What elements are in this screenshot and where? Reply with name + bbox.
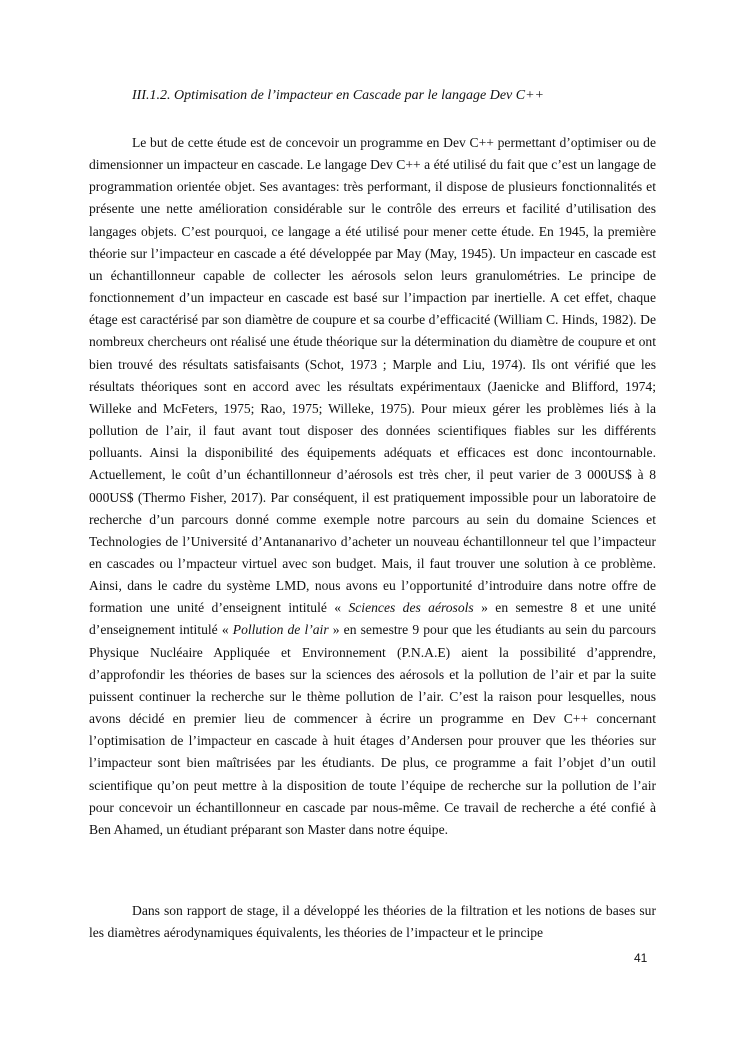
- paragraph-1-text-b: » en semestre 8 et une unité d’enseignement intitulé «: [89, 600, 656, 638]
- body-paragraph-1: [89, 132, 656, 841]
- paragraph-1-text-c: » en semestre 9 pour que les étudiants au sein du parcours Physique Nucléaire Appliquée et Environnement (P.N.A.E) aient la possibilité d’apprendre, d’approfondir les théories de bases sur la sciences des aérosols et la pollution de l’air et par la suite puissent continuer la recherche sur le thème pollution de l’air. C’est la raison pour lesquelles, nous avons décidé en premier lieu de commencer à écrire un programme en Dev C++ concernant l’optimisation de l’impacteur en cascade à huit étages d’Andersen pour prouver que les théories sur l’impacteur sont bien maîtrisées par les étudiants. De plus, ce programme a fait l’objet d’un outil scientifique qu’on peut mettre à la disposition de toute l’équipe de recherche sur la pollution de l’air pour concevoir un échantillonneur en cascade par nous-même. Ce travail de recherche a été confié à Ben Ahamed, un étudiant préparant son Master dans notre équipe.: [89, 622, 656, 837]
- course-title-sciences-aerosols: Sciences des aérosols: [348, 600, 474, 616]
- page-number: 41: [634, 951, 648, 965]
- course-title-pollution-air: Pollution de l’air: [232, 622, 329, 638]
- section-heading: III.1.2. Optimisation de l’impacteur en Cascade par le langage Dev C++: [132, 88, 544, 103]
- body-paragraph-2: Dans son rapport de stage, il a développé les théories de la filtration et les notions de bases sur les diamètres aérodynamiques équivalents, les théories de l’impacteur et le principe: [89, 903, 656, 941]
- paragraph-1-text-a: Le but de cette étude est de concevoir un programme en Dev C++ permettant d’optimiser ou de dimensionner un impacteur en cascade. Le langage Dev C++ a été utilisé du fait que c’est un langage de programmation orientée objet. Ses avantages: très performant, il dispose de plusieurs fonctionnalités et présente une nette amélioration considérable sur le contrôle des erreurs et facilité d’utilisation des langages objets. C’est pourquoi, ce langage a été utilisé pour mener cette étude. En 1945, la première théorie sur l’impacteur en cascade a été développée par May (May, 1945). Un impacteur en cascade est un échantillonneur capable de collecter les aérosols selon leurs granulométries. Le principe de fonctionnement d’un impacteur en cascade est basé sur l’impaction par inertielle. A cet effet, chaque étage est caractérisé par son diamètre de coupure et sa courbe d’efficacité (William C. Hinds, 1982). De nombreux chercheurs ont réalisé une étude théorique sur la détermination du diamètre de coupure et ont bien trouvé des résultats satisfaisants (Schot, 1973 ; Marple and Liu, 1974). Ils ont vérifié que les résultats théoriques sont en accord avec les résultats expérimentaux (Jaenicke and Blifford, 1974; Willeke and McFeters, 1975; Rao, 1975; Willeke, 1975). Pour mieux gérer les problèmes liés à la pollution de l’air, il faut avant tout disposer des données scientifiques fiables sur les différents polluants. Ainsi la disponibilité des équipements adéquats et efficaces est donc incontournable. Actuellement, le coût d’un échantillonneur d’aérosols est très cher, il peut varier de 3 000US$ à 8 000US$ (Thermo Fisher, 2017). Par conséquent, il est pratiquement impossible pour un laboratoire de recherche d’un parcours donné comme exemple notre parcours au sein du domaine Sciences et Technologies de l’Université d’Antananarivo d’acheter un nouveau échantillonneur tel que l’impacteur en cascades ou l’mpacteur virtuel avec son budget. Mais, il faut trouver une solution à ce problème. Ainsi, dans le cadre du système LMD, nous avons eu l’opportunité d’introduire dans notre offre de formation une unité d’enseignent intitulé «: [89, 135, 656, 616]
